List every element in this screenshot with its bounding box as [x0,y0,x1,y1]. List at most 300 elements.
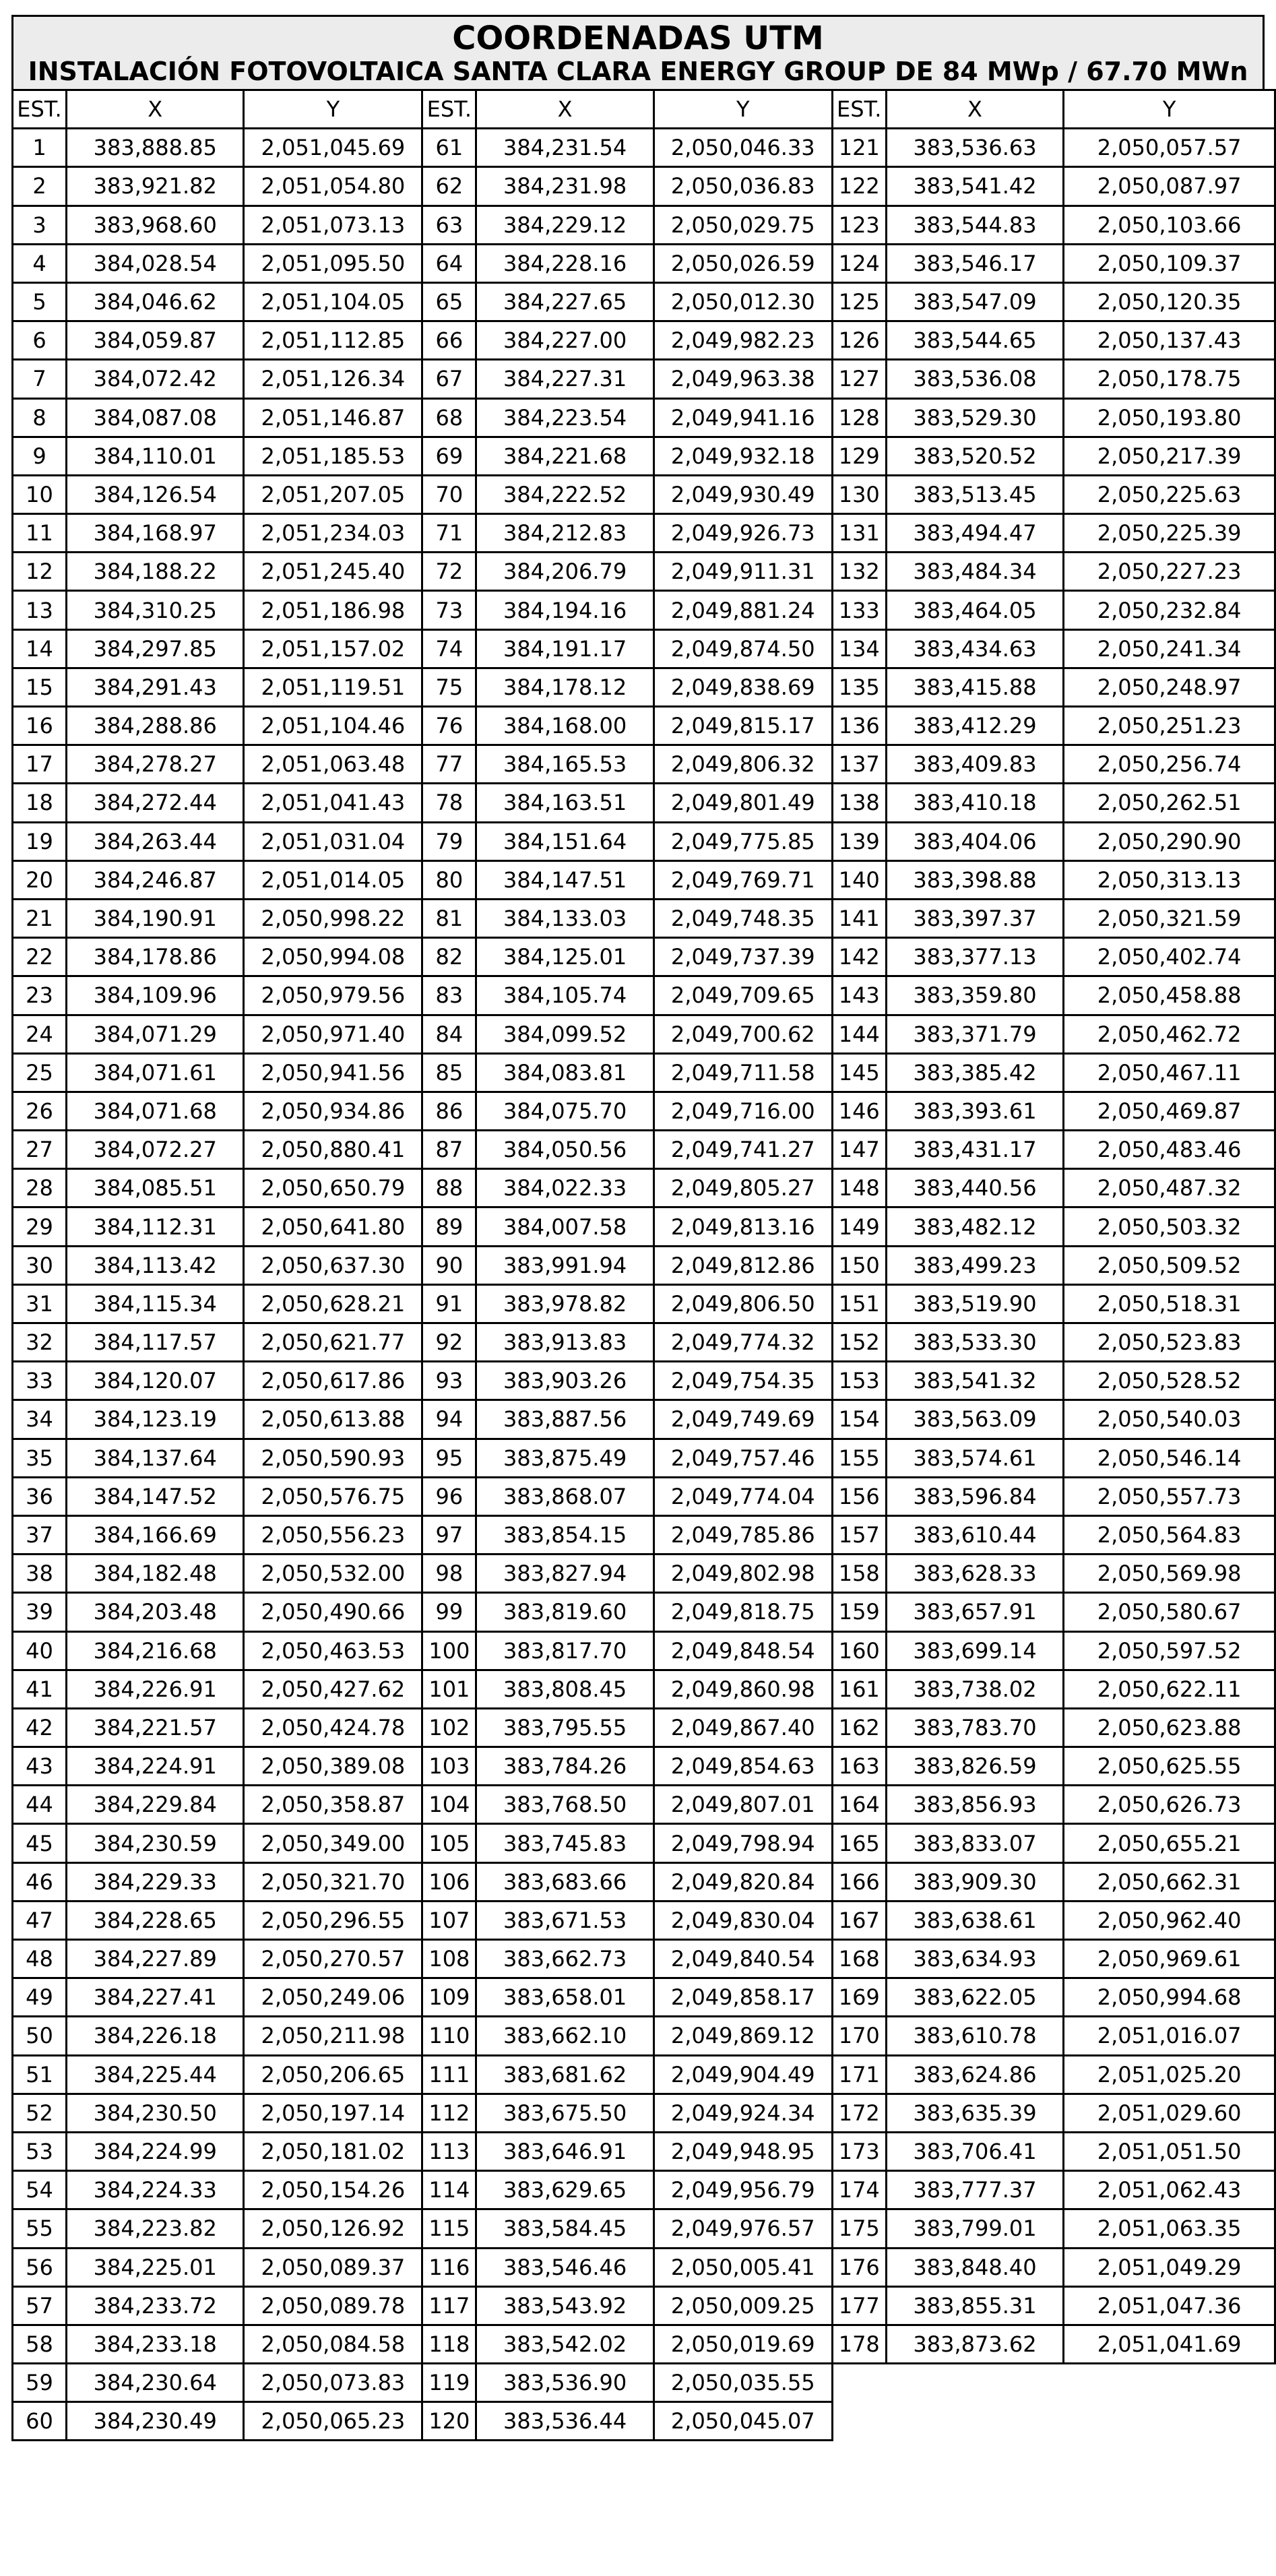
y-coordinate-cell: 2,049,818.75 [653,1593,832,1631]
station-number-cell: 77 [422,745,476,784]
y-coordinate-cell: 2,050,569.98 [1064,1554,1275,1593]
y-coordinate-cell: 2,050,532.00 [244,1554,422,1593]
station-number-cell: 129 [832,437,886,475]
station-number-cell: 48 [13,1940,67,1978]
x-coordinate-cell: 384,137.64 [67,1439,244,1477]
station-number-cell: 123 [832,206,886,244]
table-row [13,1747,1275,1786]
station-number-cell: 132 [832,553,886,591]
empty-cell [832,2364,886,2402]
y-coordinate-cell: 2,050,641.80 [244,1207,422,1246]
y-coordinate-cell: 2,050,009.25 [653,2286,832,2325]
x-coordinate-cell: 383,913.83 [476,1323,653,1362]
table-row [13,784,1275,822]
station-number-cell: 142 [832,938,886,976]
x-coordinate-cell: 384,231.54 [476,129,653,167]
y-coordinate-cell: 2,049,911.31 [653,553,832,591]
x-coordinate-cell: 383,635.39 [886,2094,1063,2132]
x-coordinate-cell: 383,546.46 [476,2248,653,2286]
station-number-cell: 89 [422,1207,476,1246]
x-coordinate-cell: 384,221.68 [476,437,653,475]
x-coordinate-cell: 384,227.89 [67,1940,244,1978]
station-number-cell: 93 [422,1362,476,1400]
station-number-cell: 6 [13,321,67,360]
station-number-cell: 1 [13,129,67,167]
station-number-cell: 155 [832,1439,886,1477]
x-coordinate-cell: 384,224.91 [67,1747,244,1786]
y-coordinate-cell: 2,051,234.03 [244,514,422,553]
station-number-cell: 50 [13,2017,67,2055]
station-number-cell: 7 [13,360,67,398]
station-number-cell: 73 [422,591,476,629]
y-coordinate-cell: 2,051,049.29 [1064,2248,1275,2286]
table-row [13,860,1275,899]
x-coordinate-cell: 383,547.09 [886,282,1063,321]
x-coordinate-cell: 383,519.90 [886,1284,1063,1323]
station-number-cell: 147 [832,1131,886,1169]
x-coordinate-cell: 383,513.45 [886,475,1063,513]
table-row [13,2364,1275,2402]
table-row [13,1015,1275,1053]
station-number-cell: 67 [422,360,476,398]
x-coordinate-cell: 384,072.27 [67,1131,244,1169]
y-coordinate-cell: 2,050,622.11 [1064,1670,1275,1708]
x-coordinate-cell: 383,359.80 [886,976,1063,1015]
x-coordinate-cell: 383,699.14 [886,1631,1063,1670]
y-coordinate-cell: 2,050,005.41 [653,2248,832,2286]
y-coordinate-cell: 2,049,815.17 [653,707,832,745]
station-number-cell: 145 [832,1053,886,1092]
station-number-cell: 20 [13,860,67,899]
x-coordinate-cell: 384,126.54 [67,475,244,513]
x-coordinate-cell: 383,826.59 [886,1747,1063,1786]
y-coordinate-cell: 2,050,941.56 [244,1053,422,1092]
x-coordinate-cell: 384,028.54 [67,244,244,282]
station-number-cell: 74 [422,629,476,668]
station-number-cell: 137 [832,745,886,784]
x-coordinate-cell: 384,163.51 [476,784,653,822]
station-number-cell: 25 [13,1053,67,1092]
page-subtitle: INSTALACIÓN FOTOVOLTAICA SANTA CLARA ENERGY GROUP DE 84 MWp / 67.70 MWn [28,57,1248,86]
y-coordinate-cell: 2,049,904.49 [653,2055,832,2094]
x-coordinate-cell: 383,873.62 [886,2325,1063,2363]
station-number-cell: 24 [13,1015,67,1053]
station-number-cell: 139 [832,822,886,860]
y-coordinate-cell: 2,050,290.90 [1064,822,1275,860]
table-row [13,1708,1275,1747]
y-coordinate-cell: 2,050,193.80 [1064,398,1275,437]
station-number-cell: 9 [13,437,67,475]
table-row [13,2171,1275,2209]
y-coordinate-cell: 2,050,084.58 [244,2325,422,2363]
y-coordinate-cell: 2,050,424.78 [244,1708,422,1747]
station-number-cell: 8 [13,398,67,437]
x-coordinate-cell: 383,799.01 [886,2209,1063,2248]
x-coordinate-cell: 383,544.83 [886,206,1063,244]
x-coordinate-cell: 384,225.44 [67,2055,244,2094]
station-number-cell: 128 [832,398,886,437]
station-number-cell: 66 [422,321,476,360]
x-coordinate-cell: 384,229.33 [67,1862,244,1901]
y-coordinate-cell: 2,049,774.04 [653,1477,832,1515]
station-number-cell: 169 [832,1978,886,2017]
y-coordinate-cell: 2,050,625.55 [1064,1747,1275,1786]
y-coordinate-cell: 2,049,785.86 [653,1515,832,1554]
table-row [13,2132,1275,2170]
table-row [13,1131,1275,1169]
y-coordinate-cell: 2,050,249.06 [244,1978,422,2017]
y-coordinate-cell: 2,051,119.51 [244,668,422,706]
station-number-cell: 12 [13,553,67,591]
table-row [13,398,1275,437]
station-number-cell: 136 [832,707,886,745]
table-row [13,2248,1275,2286]
y-coordinate-cell: 2,051,063.48 [244,745,422,784]
y-coordinate-cell: 2,050,217.39 [1064,437,1275,475]
y-coordinate-cell: 2,051,095.50 [244,244,422,282]
x-coordinate-cell: 383,397.37 [886,899,1063,937]
table-row [13,899,1275,937]
station-number-cell: 121 [832,129,886,167]
x-coordinate-cell: 383,819.60 [476,1593,653,1631]
y-coordinate-cell: 2,049,869.12 [653,2017,832,2055]
station-number-cell: 106 [422,1862,476,1901]
x-coordinate-cell: 384,117.57 [67,1323,244,1362]
x-coordinate-cell: 383,662.10 [476,2017,653,2055]
station-number-cell: 85 [422,1053,476,1092]
table-row [13,1901,1275,1939]
x-coordinate-cell: 384,123.19 [67,1400,244,1439]
x-coordinate-cell: 383,610.44 [886,1515,1063,1554]
station-number-cell: 152 [832,1323,886,1362]
station-number-cell: 84 [422,1015,476,1053]
station-number-cell: 21 [13,899,67,937]
y-coordinate-cell: 2,050,580.67 [1064,1593,1275,1631]
station-number-cell: 70 [422,475,476,513]
x-coordinate-cell: 384,246.87 [67,860,244,899]
x-coordinate-cell: 384,229.12 [476,206,653,244]
station-number-cell: 65 [422,282,476,321]
y-coordinate-cell: 2,050,270.57 [244,1940,422,1978]
x-coordinate-cell: 384,206.79 [476,553,653,591]
y-coordinate-cell: 2,050,458.88 [1064,976,1275,1015]
station-number-cell: 114 [422,2171,476,2209]
station-number-cell: 86 [422,1092,476,1130]
y-coordinate-cell: 2,050,590.93 [244,1439,422,1477]
y-coordinate-cell: 2,050,225.63 [1064,475,1275,513]
x-coordinate-cell: 383,393.61 [886,1092,1063,1130]
y-coordinate-cell: 2,050,962.40 [1064,1901,1275,1939]
station-number-cell: 163 [832,1747,886,1786]
table-row [13,668,1275,706]
x-coordinate-cell: 383,868.07 [476,1477,653,1515]
y-coordinate-cell: 2,051,054.80 [244,167,422,206]
y-coordinate-cell: 2,050,613.88 [244,1400,422,1439]
x-coordinate-cell: 384,165.53 [476,745,653,784]
y-coordinate-cell: 2,050,197.14 [244,2094,422,2132]
x-coordinate-cell: 383,657.91 [886,1593,1063,1631]
x-coordinate-cell: 383,536.44 [476,2402,653,2441]
table-row [13,1400,1275,1439]
y-coordinate-cell: 2,050,564.83 [1064,1515,1275,1554]
station-number-cell: 51 [13,2055,67,2094]
station-number-cell: 105 [422,1824,476,1862]
x-coordinate-cell: 384,099.52 [476,1015,653,1053]
y-coordinate-cell: 2,049,858.17 [653,1978,832,2017]
station-number-cell: 127 [832,360,886,398]
station-number-cell: 119 [422,2364,476,2402]
x-coordinate-cell: 383,440.56 [886,1169,1063,1207]
x-coordinate-cell: 383,909.30 [886,1862,1063,1901]
x-coordinate-cell: 383,536.90 [476,2364,653,2402]
station-number-cell: 100 [422,1631,476,1670]
y-coordinate-cell: 2,050,137.43 [1064,321,1275,360]
table-row [13,1284,1275,1323]
station-number-cell: 153 [832,1362,886,1400]
x-coordinate-cell: 384,263.44 [67,822,244,860]
station-number-cell: 111 [422,2055,476,2094]
y-coordinate-cell: 2,050,389.08 [244,1747,422,1786]
x-coordinate-cell: 383,978.82 [476,1284,653,1323]
station-number-cell: 27 [13,1131,67,1169]
station-number-cell: 151 [832,1284,886,1323]
y-coordinate-cell: 2,049,737.39 [653,938,832,976]
station-number-cell: 87 [422,1131,476,1169]
station-number-cell: 68 [422,398,476,437]
x-coordinate-cell: 383,484.34 [886,553,1063,591]
station-number-cell: 120 [422,2402,476,2441]
station-number-cell: 143 [832,976,886,1015]
table-row [13,1169,1275,1207]
table-row [13,938,1275,976]
station-number-cell: 115 [422,2209,476,2248]
station-number-cell: 102 [422,1708,476,1747]
table-row [13,553,1275,591]
x-coordinate-cell: 384,226.91 [67,1670,244,1708]
y-coordinate-cell: 2,051,041.69 [1064,2325,1275,2363]
y-coordinate-cell: 2,050,994.68 [1064,1978,1275,2017]
table-row [13,514,1275,553]
y-coordinate-cell: 2,050,490.66 [244,1593,422,1631]
station-number-cell: 113 [422,2132,476,2170]
y-coordinate-cell: 2,051,014.05 [244,860,422,899]
y-coordinate-cell: 2,049,820.84 [653,1862,832,1901]
x-coordinate-cell: 384,225.01 [67,2248,244,2286]
y-coordinate-cell: 2,051,051.50 [1064,2132,1275,2170]
y-coordinate-cell: 2,050,509.52 [1064,1246,1275,1284]
station-number-cell: 31 [13,1284,67,1323]
col-header-est-2: EST. [422,90,476,129]
station-number-cell: 172 [832,2094,886,2132]
station-number-cell: 56 [13,2248,67,2286]
station-number-cell: 107 [422,1901,476,1939]
y-coordinate-cell: 2,049,982.23 [653,321,832,360]
x-coordinate-cell: 383,464.05 [886,591,1063,629]
station-number-cell: 55 [13,2209,67,2248]
station-number-cell: 164 [832,1786,886,1824]
x-coordinate-cell: 384,227.31 [476,360,653,398]
y-coordinate-cell: 2,051,104.05 [244,282,422,321]
col-header-x-1: X [67,90,244,129]
station-number-cell: 167 [832,1901,886,1939]
table-row [13,591,1275,629]
station-number-cell: 97 [422,1515,476,1554]
station-number-cell: 81 [422,899,476,937]
station-number-cell: 71 [422,514,476,553]
station-number-cell: 19 [13,822,67,860]
table-row [13,129,1275,167]
station-number-cell: 95 [422,1439,476,1477]
station-number-cell: 90 [422,1246,476,1284]
x-coordinate-cell: 384,115.34 [67,1284,244,1323]
station-number-cell: 18 [13,784,67,822]
y-coordinate-cell: 2,051,186.98 [244,591,422,629]
table-row [13,1862,1275,1901]
station-number-cell: 22 [13,938,67,976]
y-coordinate-cell: 2,050,655.21 [1064,1824,1275,1862]
station-number-cell: 140 [832,860,886,899]
x-coordinate-cell: 384,071.29 [67,1015,244,1053]
station-number-cell: 45 [13,1824,67,1862]
station-number-cell: 94 [422,1400,476,1439]
table-row [13,2325,1275,2363]
station-number-cell: 161 [832,1670,886,1708]
x-coordinate-cell: 383,533.30 [886,1323,1063,1362]
station-number-cell: 124 [832,244,886,282]
x-coordinate-cell: 384,113.42 [67,1246,244,1284]
y-coordinate-cell: 2,050,462.72 [1064,1015,1275,1053]
y-coordinate-cell: 2,049,924.34 [653,2094,832,2132]
station-number-cell: 146 [832,1092,886,1130]
y-coordinate-cell: 2,050,623.88 [1064,1708,1275,1747]
x-coordinate-cell: 383,412.29 [886,707,1063,745]
y-coordinate-cell: 2,051,157.02 [244,629,422,668]
y-coordinate-cell: 2,051,016.07 [1064,2017,1275,2055]
y-coordinate-cell: 2,049,838.69 [653,668,832,706]
y-coordinate-cell: 2,049,806.32 [653,745,832,784]
x-coordinate-cell: 384,203.48 [67,1593,244,1631]
x-coordinate-cell: 383,574.61 [886,1439,1063,1477]
station-number-cell: 148 [832,1169,886,1207]
y-coordinate-cell: 2,049,848.54 [653,1631,832,1670]
x-coordinate-cell: 383,544.65 [886,321,1063,360]
y-coordinate-cell: 2,050,035.55 [653,2364,832,2402]
y-coordinate-cell: 2,049,700.62 [653,1015,832,1053]
y-coordinate-cell: 2,049,716.00 [653,1092,832,1130]
x-coordinate-cell: 383,848.40 [886,2248,1063,2286]
y-coordinate-cell: 2,050,637.30 [244,1246,422,1284]
y-coordinate-cell: 2,050,469.87 [1064,1092,1275,1130]
x-coordinate-cell: 383,404.06 [886,822,1063,860]
x-coordinate-cell: 384,224.99 [67,2132,244,2170]
station-number-cell: 108 [422,1940,476,1978]
x-coordinate-cell: 383,634.93 [886,1940,1063,1978]
station-number-cell: 154 [832,1400,886,1439]
x-coordinate-cell: 383,833.07 [886,1824,1063,1862]
table-row [13,1631,1275,1670]
col-header-y-1: Y [244,90,422,129]
station-number-cell: 98 [422,1554,476,1593]
table-row [13,1477,1275,1515]
y-coordinate-cell: 2,050,251.23 [1064,707,1275,745]
y-coordinate-cell: 2,050,089.78 [244,2286,422,2325]
y-coordinate-cell: 2,050,065.23 [244,2402,422,2441]
station-number-cell: 135 [832,668,886,706]
x-coordinate-cell: 383,745.83 [476,1824,653,1862]
y-coordinate-cell: 2,050,262.51 [1064,784,1275,822]
station-number-cell: 44 [13,1786,67,1824]
x-coordinate-cell: 383,827.94 [476,1554,653,1593]
table-row [13,1207,1275,1246]
y-coordinate-cell: 2,050,178.75 [1064,360,1275,398]
x-coordinate-cell: 383,410.18 [886,784,1063,822]
x-coordinate-cell: 383,854.15 [476,1515,653,1554]
station-number-cell: 58 [13,2325,67,2363]
y-coordinate-cell: 2,050,487.32 [1064,1169,1275,1207]
y-coordinate-cell: 2,049,802.98 [653,1554,832,1593]
y-coordinate-cell: 2,049,930.49 [653,475,832,513]
y-coordinate-cell: 2,050,321.59 [1064,899,1275,937]
station-number-cell: 158 [832,1554,886,1593]
x-coordinate-cell: 383,646.91 [476,2132,653,2170]
station-number-cell: 157 [832,1515,886,1554]
x-coordinate-cell: 384,133.03 [476,899,653,937]
x-coordinate-cell: 383,795.55 [476,1708,653,1747]
station-number-cell: 30 [13,1246,67,1284]
table-row [13,1246,1275,1284]
station-number-cell: 130 [832,475,886,513]
x-coordinate-cell: 383,683.66 [476,1862,653,1901]
y-coordinate-cell: 2,050,256.74 [1064,745,1275,784]
station-number-cell: 162 [832,1708,886,1747]
table-row [13,1824,1275,1862]
table-row [13,2286,1275,2325]
x-coordinate-cell: 383,638.61 [886,1901,1063,1939]
y-coordinate-cell: 2,051,045.69 [244,129,422,167]
x-coordinate-cell: 384,168.00 [476,707,653,745]
y-coordinate-cell: 2,050,628.21 [244,1284,422,1323]
x-coordinate-cell: 384,223.54 [476,398,653,437]
y-coordinate-cell: 2,050,621.77 [244,1323,422,1362]
table-row [13,360,1275,398]
x-coordinate-cell: 384,230.64 [67,2364,244,2402]
station-number-cell: 43 [13,1747,67,1786]
station-number-cell: 150 [832,1246,886,1284]
station-number-cell: 35 [13,1439,67,1477]
y-coordinate-cell: 2,050,523.83 [1064,1323,1275,1362]
x-coordinate-cell: 383,541.32 [886,1362,1063,1400]
y-coordinate-cell: 2,050,662.31 [1064,1862,1275,1901]
station-number-cell: 5 [13,282,67,321]
table-row [13,2017,1275,2055]
y-coordinate-cell: 2,049,748.35 [653,899,832,937]
x-coordinate-cell: 383,584.45 [476,2209,653,2248]
station-number-cell: 92 [422,1323,476,1362]
y-coordinate-cell: 2,049,854.63 [653,1747,832,1786]
table-row [13,629,1275,668]
station-number-cell: 49 [13,1978,67,2017]
station-number-cell: 46 [13,1862,67,1901]
table-row [13,745,1275,784]
x-coordinate-cell: 384,151.64 [476,822,653,860]
table-row [13,1670,1275,1708]
y-coordinate-cell: 2,050,483.46 [1064,1131,1275,1169]
station-number-cell: 131 [832,514,886,553]
x-coordinate-cell: 383,409.83 [886,745,1063,784]
y-coordinate-cell: 2,050,518.31 [1064,1284,1275,1323]
x-coordinate-cell: 383,777.37 [886,2171,1063,2209]
x-coordinate-cell: 384,223.82 [67,2209,244,2248]
